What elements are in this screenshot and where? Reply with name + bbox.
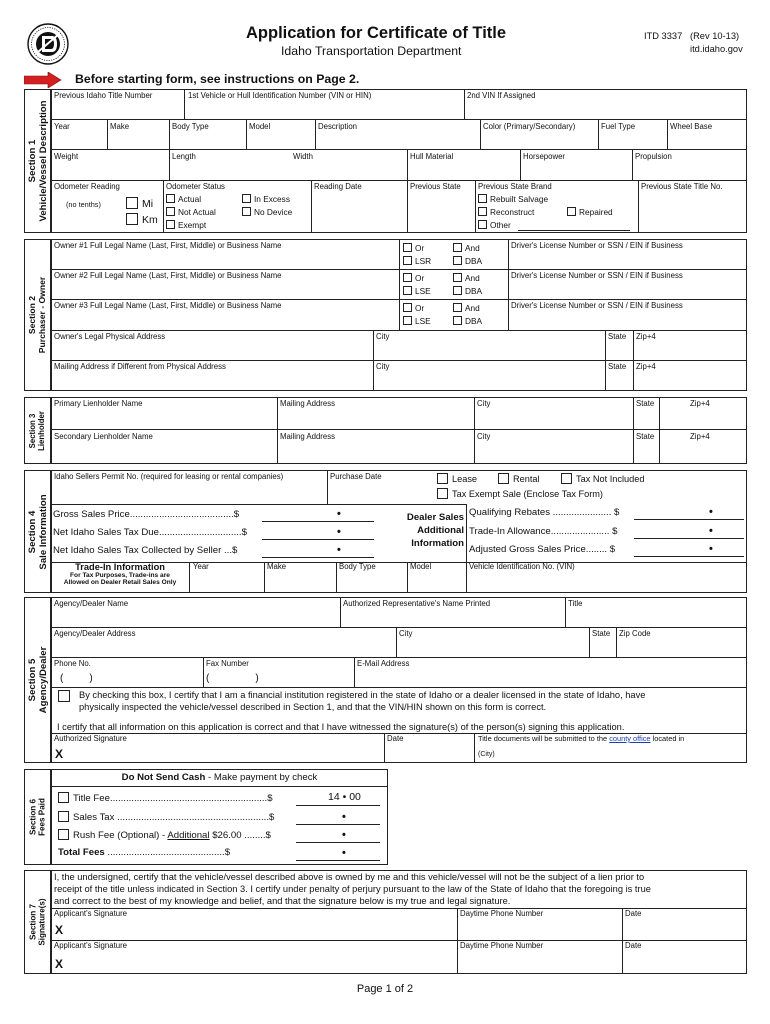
no-cash-notice: Do Not Send Cash - Make payment by check xyxy=(121,772,318,783)
no-device-checkbox[interactable]: No Device xyxy=(242,207,292,217)
applicant2-signature-label: Applicant's Signature xyxy=(54,941,128,950)
actual-checkbox[interactable]: Actual xyxy=(166,194,201,204)
adjusted-decimal-dot: • xyxy=(709,543,713,555)
qualifying-rebates-input[interactable] xyxy=(634,519,744,520)
owner1-or-checkbox[interactable]: Or xyxy=(403,243,424,253)
owner1-dl-field[interactable]: Driver's License Number or SSN / EIN if Business xyxy=(511,241,683,250)
no-tenths-note: (no tenths) xyxy=(66,200,101,209)
owner1-and-checkbox[interactable]: And xyxy=(453,243,480,253)
qualifying-rebates-label: Qualifying Rebates ...................... $ xyxy=(469,507,620,518)
section4-sidebar: Section 4 Sale Information xyxy=(24,470,51,593)
authorized-signature-label: Authorized Signature xyxy=(54,734,127,743)
owner2-lse-checkbox[interactable]: LSE xyxy=(403,286,431,296)
title-fee-amount: 14 • 00 xyxy=(328,791,361,803)
km-checkbox[interactable]: Km xyxy=(126,213,158,227)
email-field[interactable]: E-Mail Address xyxy=(357,659,410,668)
section1-sidebar: Section 1 Vehicle/Vessel Description xyxy=(24,89,51,233)
owner2-dl-field[interactable]: Driver's License Number or SSN / EIN if Business xyxy=(511,271,683,280)
exempt-checkbox[interactable]: Exempt xyxy=(166,220,206,230)
tax-exempt-checkbox[interactable]: Tax Exempt Sale (Enclose Tax Form) xyxy=(437,488,603,499)
certify-box-text-1: By checking this box, I certify that I am a financial institution registered in the state of Idaho or a dealer licensed in the state of Idaho, have xyxy=(79,690,646,700)
fax-area-code: ( ) xyxy=(206,673,259,684)
signature-statement-2: receipt of the title unless indicated in Section 3. I certify under penalty of perjury pursuant to the law of the State of Idaho that the foregoing is true xyxy=(54,884,651,894)
sales-tax-input[interactable] xyxy=(296,824,380,825)
fuel-type-field[interactable]: Fuel Type xyxy=(601,122,636,131)
section3-sidebar: Section 3 Lienholder xyxy=(24,397,51,464)
trade-in-allowance-input[interactable] xyxy=(634,538,744,539)
signature-statement-3: and correct to the best of my knowledge and belief, and that the signature below is my true and legal signature. xyxy=(54,896,511,906)
adjusted-gross-input[interactable] xyxy=(634,556,744,557)
section7-sidebar: Section 7 Signature(s) xyxy=(24,870,51,974)
reconstruct-checkbox[interactable]: Reconstruct xyxy=(478,207,534,217)
owner2-dba-checkbox[interactable]: DBA xyxy=(453,286,482,296)
dealer-sales-heading: Dealer Sales Additional Information xyxy=(406,512,464,549)
adjusted-gross-label: Adjusted Gross Sales Price........ $ xyxy=(469,544,616,555)
length-field[interactable]: Length xyxy=(172,152,196,161)
gross-decimal-dot: • xyxy=(337,508,341,520)
net-tax-due-label: Net Idaho Sales Tax Due...............................$ xyxy=(53,527,247,538)
sales-tax-checkbox[interactable]: Sales Tax .........................................................$ xyxy=(58,811,274,824)
owner2-and-checkbox[interactable]: And xyxy=(453,273,480,283)
certify-box-text-2: physically inspected the vehicle/vessel described in Section 1, and that the VIN/HIN shown on this form is correct. xyxy=(79,702,547,712)
physical-zip-field[interactable]: Zip+4 xyxy=(636,332,656,341)
itd-seal-logo xyxy=(26,22,70,66)
secondary-lienholder-field[interactable]: Secondary Lienholder Name xyxy=(54,432,153,441)
total-fees-decimal-dot: • xyxy=(342,847,346,859)
weight-field[interactable]: Weight xyxy=(54,152,79,161)
secondary-zip-field[interactable]: Zip+4 xyxy=(690,432,710,441)
arrow-right-icon xyxy=(24,72,62,88)
title-fee-checkbox[interactable]: Title Fee...........................................................$ xyxy=(58,792,273,805)
owner2-or-checkbox[interactable]: Or xyxy=(403,273,424,283)
applicant1-phone-field[interactable]: Daytime Phone Number xyxy=(460,909,544,918)
agency-zip-field[interactable]: Zip Code xyxy=(619,629,651,638)
agency-state-field[interactable]: State xyxy=(592,629,611,638)
county-office-link[interactable]: county office xyxy=(609,734,651,743)
documents-submission-note: Title documents will be submitted to the county office located in xyxy=(478,734,685,743)
owner2-name-field[interactable]: Owner #2 Full Legal Name (Last, First, Middle) or Business Name xyxy=(54,271,282,280)
sellers-permit-field[interactable]: Idaho Sellers Permit No. (required for leasing or rental companies) xyxy=(54,472,284,481)
rush-fee-checkbox[interactable]: Rush Fee (Optional) - Additional $26.00 ........$ xyxy=(58,829,271,842)
owner1-lsr-checkbox[interactable]: LSR xyxy=(403,256,431,266)
net-tax-collected-decimal-dot: • xyxy=(337,544,341,556)
owner3-or-checkbox[interactable]: Or xyxy=(403,303,424,313)
owner1-dba-checkbox[interactable]: DBA xyxy=(453,256,482,266)
lease-checkbox[interactable]: Lease xyxy=(437,473,477,484)
primary-state-field[interactable]: State xyxy=(636,399,655,408)
department-name: Idaho Transportation Department xyxy=(281,44,462,58)
applicant2-signature-input[interactable]: X xyxy=(55,957,64,971)
mi-checkbox[interactable]: Mi xyxy=(126,197,153,211)
net-tax-due-input[interactable] xyxy=(262,539,374,540)
physical-state-field[interactable]: State xyxy=(608,332,627,341)
mailing-address-field[interactable]: Mailing Address if Different from Physical Address xyxy=(54,362,226,371)
secondary-city-field[interactable]: City xyxy=(477,432,491,441)
owner3-and-checkbox[interactable]: And xyxy=(453,303,480,313)
signature-statement-1: I, the undersigned, certify that the vehicle/vessel described above is owned by me and this vehicle/vessel will not be the subject of a lien prior to xyxy=(54,872,645,882)
rental-checkbox[interactable]: Rental xyxy=(498,473,540,484)
net-tax-due-decimal-dot: • xyxy=(337,526,341,538)
horsepower-field[interactable]: Horsepower xyxy=(523,152,566,161)
vin1-field[interactable]: 1st Vehicle or Hull Identification Number (VIN or HIN) xyxy=(188,91,372,100)
purchase-date-field[interactable]: Purchase Date xyxy=(330,472,382,481)
applicant2-date-field[interactable]: Date xyxy=(625,941,642,950)
phone-area-code: ( ) xyxy=(60,673,93,684)
rush-fee-decimal-dot: • xyxy=(342,829,346,841)
rebuilt-salvage-checkbox[interactable]: Rebuilt Salvage xyxy=(478,194,548,204)
prev-state-title-field[interactable]: Previous State Title No. xyxy=(641,182,723,191)
applicant1-date-field[interactable]: Date xyxy=(625,909,642,918)
section2-sidebar: Section 2 Purchaser - Owner xyxy=(24,239,51,391)
previous-brand-label: Previous State Brand xyxy=(478,182,552,191)
primary-zip-field[interactable]: Zip+4 xyxy=(690,399,710,408)
certify-statement: I certify that all information on this application is correct and that I have witnessed the signature(s) of the person(s) signing this application. xyxy=(57,722,625,732)
propulsion-field[interactable]: Propulsion xyxy=(635,152,672,161)
trade-in-heading: Trade-In Information For Tax Purposes, Trade-ins are Allowed on Dealer Retail Sales Only xyxy=(63,562,177,586)
certify-checkbox[interactable] xyxy=(58,690,70,702)
total-fees-input[interactable] xyxy=(296,860,380,861)
owner3-dl-field[interactable]: Driver's License Number or SSN / EIN if Business xyxy=(511,301,683,310)
color-field[interactable]: Color (Primary/Secondary) xyxy=(483,122,576,131)
reading-date-field[interactable]: Reading Date xyxy=(314,182,362,191)
fax-field[interactable]: Fax Number xyxy=(206,659,249,668)
width-field[interactable]: Width xyxy=(293,152,313,161)
odometer-reading-label: Odometer Reading xyxy=(54,182,120,191)
trade-in-allowance-label: Trade-In Allowance...................... $ xyxy=(469,526,618,537)
tradein-make-field[interactable]: Make xyxy=(267,562,287,571)
trade-in-decimal-dot: • xyxy=(709,525,713,537)
form-title: Application for Certificate of Title xyxy=(246,24,507,42)
secondary-mailing-field[interactable]: Mailing Address xyxy=(280,432,336,441)
authorized-signature-input[interactable]: X xyxy=(55,747,64,761)
owner3-name-field[interactable]: Owner #3 Full Legal Name (Last, First, Middle) or Business Name xyxy=(54,301,282,310)
other-checkbox[interactable]: Other xyxy=(478,220,511,230)
gross-sales-price-input[interactable] xyxy=(262,521,374,522)
primary-mailing-field[interactable]: Mailing Address xyxy=(280,399,336,408)
make-field[interactable]: Make xyxy=(110,122,130,131)
applicant2-phone-field[interactable]: Daytime Phone Number xyxy=(460,941,544,950)
phone-field[interactable]: Phone No. xyxy=(54,659,91,668)
rebates-decimal-dot: • xyxy=(709,506,713,518)
sales-tax-decimal-dot: • xyxy=(342,811,346,823)
owner1-name-field[interactable]: Owner #1 Full Legal Name (Last, First, Middle) or Business Name xyxy=(54,241,282,250)
rep-name-field[interactable]: Authorized Representative's Name Printed xyxy=(343,599,491,608)
tradein-model-field[interactable]: Model xyxy=(410,562,432,571)
description-field[interactable]: Description xyxy=(318,122,357,131)
page-number: Page 1 of 2 xyxy=(356,983,414,995)
hull-material-field[interactable]: Hull Material xyxy=(410,152,454,161)
applicant1-signature-label: Applicant's Signature xyxy=(54,909,128,918)
vin2-field[interactable]: 2nd VIN If Assigned xyxy=(467,91,536,100)
not-actual-checkbox[interactable]: Not Actual xyxy=(166,207,216,217)
tax-not-included-checkbox[interactable]: Tax Not Included xyxy=(561,473,644,484)
tradein-year-field[interactable]: Year xyxy=(193,562,209,571)
total-fees-label: Total Fees ............................................$ xyxy=(58,847,231,858)
net-tax-collected-label: Net Idaho Sales Tax Collected by Seller ...$ xyxy=(53,545,238,556)
net-tax-collected-input[interactable] xyxy=(262,557,374,558)
owner3-dba-checkbox[interactable]: DBA xyxy=(453,316,482,326)
rep-title-field[interactable]: Title xyxy=(568,599,583,608)
website: itd.idaho.gov xyxy=(690,44,743,54)
form-number: ITD 3337 (Rev 10-13) xyxy=(644,31,740,41)
primary-lienholder-field[interactable]: Primary Lienholder Name xyxy=(54,399,143,408)
wheel-base-field[interactable]: Wheel Base xyxy=(670,122,713,131)
previous-state-field[interactable]: Previous State xyxy=(410,182,461,191)
section6-sidebar: Section 6 Fees Paid xyxy=(24,769,51,865)
tradein-body-type-field[interactable]: Body Type xyxy=(339,562,376,571)
owner3-lse-checkbox[interactable]: LSE xyxy=(403,316,431,326)
rush-fee-input[interactable] xyxy=(296,842,380,843)
in-excess-checkbox[interactable]: In Excess xyxy=(242,194,290,204)
agency-name-field[interactable]: Agency/Dealer Name xyxy=(54,599,129,608)
physical-address-field[interactable]: Owner's Legal Physical Address xyxy=(54,332,166,341)
gross-sales-price-label: Gross Sales Price.......................................$ xyxy=(53,509,240,520)
mailing-city-field[interactable]: City xyxy=(376,362,390,371)
applicant1-signature-input[interactable]: X xyxy=(55,923,64,937)
repaired-checkbox[interactable]: Repaired xyxy=(567,207,613,217)
auth-date-field[interactable]: Date xyxy=(387,734,404,743)
tradein-vin-field[interactable]: Vehicle Identification No. (VIN) xyxy=(469,562,575,571)
physical-city-field[interactable]: City xyxy=(376,332,390,341)
odometer-status-label: Odometer Status xyxy=(166,182,225,191)
instructions-notice: Before starting form, see instructions on Page 2. xyxy=(75,72,360,86)
agency-city-field[interactable]: City xyxy=(399,629,413,638)
mailing-zip-field[interactable]: Zip+4 xyxy=(636,362,656,371)
body-type-field[interactable]: Body Type xyxy=(172,122,209,131)
year-field[interactable]: Year xyxy=(54,122,70,131)
prev-title-field[interactable]: Previous Idaho Title Number xyxy=(54,91,153,100)
agency-address-field[interactable]: Agency/Dealer Address xyxy=(54,629,136,638)
secondary-state-field[interactable]: State xyxy=(636,432,655,441)
primary-city-field[interactable]: City xyxy=(477,399,491,408)
city-note: (City) xyxy=(478,751,495,758)
section5-sidebar: Section 5 Agency/Dealer xyxy=(24,597,51,763)
mailing-state-field[interactable]: State xyxy=(608,362,627,371)
model-field[interactable]: Model xyxy=(249,122,271,131)
